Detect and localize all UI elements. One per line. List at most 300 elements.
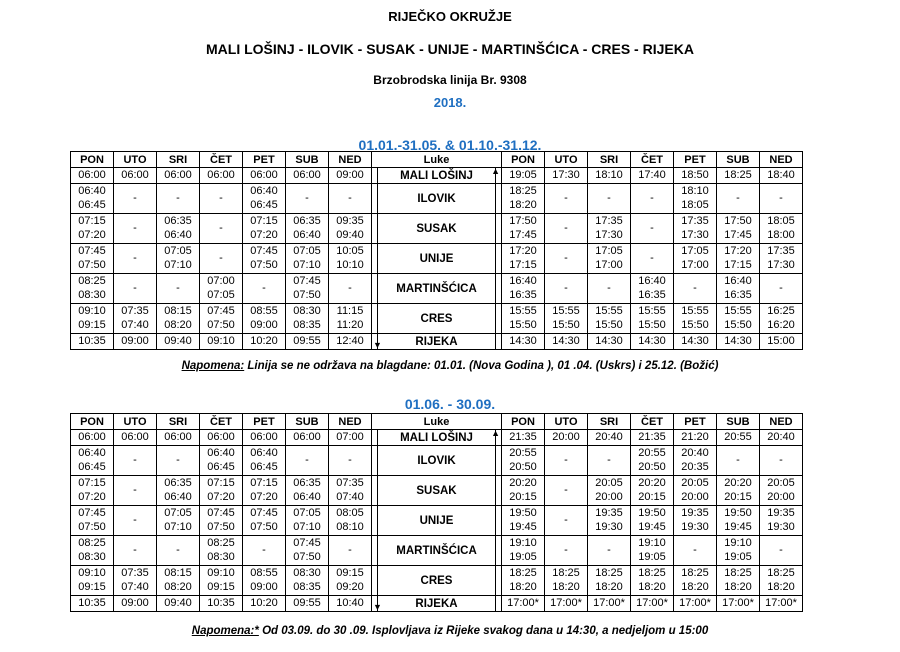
time-value: 17:20 [509, 245, 537, 257]
time-value: 09:55 [293, 597, 321, 609]
time-cell [760, 274, 803, 304]
time-value: 08:35 [293, 319, 321, 331]
time-value: 19:50 [509, 507, 537, 519]
port-name: CRES [420, 574, 453, 587]
time-value: 17:50 [724, 215, 752, 227]
time-value: 07:45 [293, 275, 321, 287]
line-number: Brzobrodska linija Br. 9308 [373, 73, 527, 87]
time-cell [588, 304, 631, 334]
day-header: PET [243, 152, 286, 168]
time-value: 06:00 [121, 431, 149, 443]
time-value: 14:30 [724, 335, 752, 347]
time-cell [329, 506, 372, 536]
time-cell [286, 334, 329, 350]
time-value: 20:55 [724, 431, 752, 443]
time-cell [71, 244, 114, 274]
time-value: 20:00 [552, 431, 580, 443]
time-value: 17:40 [638, 169, 666, 181]
time-cell [243, 596, 286, 612]
time-value: 08:25 [78, 537, 106, 549]
time-cell [502, 334, 545, 350]
time-value: - [779, 282, 783, 294]
time-value: 08:10 [336, 521, 364, 533]
time-value: 21:20 [681, 431, 709, 443]
time-cell [717, 274, 760, 304]
direction-line-right [495, 214, 496, 243]
time-cell [588, 334, 631, 350]
time-value: 06:40 [78, 447, 106, 459]
day-header: SRI [588, 414, 631, 430]
direction-line-left [377, 168, 378, 183]
time-value: 07:20 [78, 229, 106, 241]
time-value: - [736, 454, 740, 466]
time-value: - [305, 454, 309, 466]
time-value: - [779, 544, 783, 556]
time-value: 07:35 [121, 567, 149, 579]
time-cell [502, 476, 545, 506]
time-value: 10:35 [78, 597, 106, 609]
time-value: - [693, 544, 697, 556]
time-value: 06:00 [78, 169, 106, 181]
time-cell [243, 506, 286, 536]
time-value: 07:50 [78, 259, 106, 271]
time-cell [545, 506, 588, 536]
port-cell [372, 304, 502, 334]
time-cell [114, 274, 157, 304]
table-row [71, 430, 803, 446]
time-value: 19:05 [509, 169, 537, 181]
time-cell [545, 244, 588, 274]
port-cell [372, 536, 502, 566]
time-cell [760, 596, 803, 612]
time-cell [545, 184, 588, 214]
direction-line-left [377, 536, 378, 565]
time-cell [114, 536, 157, 566]
time-cell [631, 430, 674, 446]
time-value: - [219, 192, 223, 204]
time-value: 20:15 [509, 491, 537, 503]
time-value: 15:55 [638, 305, 666, 317]
table-header-row [71, 152, 803, 168]
time-value: 08:20 [164, 319, 192, 331]
time-value: 07:40 [121, 581, 149, 593]
time-value: 07:50 [293, 551, 321, 563]
time-cell [674, 168, 717, 184]
direction-line-right [495, 274, 496, 303]
time-value: 09:10 [207, 567, 235, 579]
region-title: RIJEČKO OKRUŽJE [388, 9, 512, 24]
time-cell [545, 446, 588, 476]
time-cell [717, 304, 760, 334]
time-value: 08:30 [78, 289, 106, 301]
time-value: 19:35 [767, 507, 795, 519]
time-value: 18:10 [595, 169, 623, 181]
time-value: 09:15 [207, 581, 235, 593]
time-value: 18:20 [724, 581, 752, 593]
time-value: - [176, 454, 180, 466]
time-value: - [564, 454, 568, 466]
time-cell [674, 430, 717, 446]
time-value: 14:30 [595, 335, 623, 347]
time-value: 09:15 [336, 567, 364, 579]
time-cell [157, 476, 200, 506]
time-cell [200, 506, 243, 536]
time-value: 20:00 [681, 491, 709, 503]
time-cell [674, 596, 717, 612]
direction-line-right [495, 304, 496, 333]
port-name: CRES [420, 312, 453, 325]
time-value: 14:30 [681, 335, 709, 347]
time-value: - [779, 192, 783, 204]
time-cell [114, 214, 157, 244]
time-value: 09:35 [336, 215, 364, 227]
time-cell [157, 304, 200, 334]
time-value: 17:00* [722, 597, 754, 609]
period-1-label: 01.01.-31.05. & 01.10.-31.12. [358, 137, 542, 153]
time-value: - [219, 252, 223, 264]
time-value: 17:00* [550, 597, 582, 609]
time-cell [71, 168, 114, 184]
time-value: 20:40 [681, 447, 709, 459]
time-cell [631, 184, 674, 214]
time-cell [631, 304, 674, 334]
time-cell [71, 476, 114, 506]
time-cell [243, 334, 286, 350]
time-cell [502, 430, 545, 446]
port-name: RIJEKA [415, 597, 458, 610]
time-value: 06:45 [78, 461, 106, 473]
time-value: 20:40 [595, 431, 623, 443]
time-value: 19:05 [509, 551, 537, 563]
time-cell [157, 334, 200, 350]
direction-line-left [377, 274, 378, 303]
time-cell [200, 214, 243, 244]
port-cell [372, 476, 502, 506]
time-value: 17:30 [681, 229, 709, 241]
time-value: - [176, 192, 180, 204]
time-value: 06:40 [78, 185, 106, 197]
time-value: 09:55 [293, 335, 321, 347]
time-value: - [305, 192, 309, 204]
time-value: 20:20 [638, 477, 666, 489]
time-cell [588, 536, 631, 566]
time-value: 06:00 [164, 431, 192, 443]
time-cell [329, 304, 372, 334]
time-value: 06:45 [78, 199, 106, 211]
timetable-period-1 [70, 151, 803, 350]
time-value: 07:20 [250, 491, 278, 503]
port-cell [372, 596, 502, 612]
note-text: Od 03.09. do 30 .09. Isplovljava iz Rijeke svakog dana u 14:30, a nedjeljom u 15:00 [258, 625, 709, 637]
time-cell [588, 566, 631, 596]
time-value: 16:25 [767, 305, 795, 317]
port-name: ILOVIK [417, 454, 456, 467]
time-cell [243, 244, 286, 274]
time-value: 19:50 [724, 507, 752, 519]
day-header: SRI [157, 152, 200, 168]
time-value: 09:00 [250, 319, 278, 331]
time-value: 17:30 [552, 169, 580, 181]
table-row [71, 184, 803, 214]
direction-line-left [377, 446, 378, 475]
time-value: 07:05 [293, 507, 321, 519]
time-value: 17:05 [681, 245, 709, 257]
time-value: - [262, 282, 266, 294]
day-header: NED [329, 152, 372, 168]
time-cell [588, 430, 631, 446]
time-value: 08:30 [207, 551, 235, 563]
time-value: 16:40 [724, 275, 752, 287]
time-cell [71, 430, 114, 446]
port-cell [372, 430, 502, 446]
time-value: 20:55 [638, 447, 666, 459]
time-value: 07:35 [336, 477, 364, 489]
time-cell [71, 304, 114, 334]
time-value: 19:10 [724, 537, 752, 549]
time-value: 18:25 [767, 567, 795, 579]
time-value: 17:00* [593, 597, 625, 609]
time-value: 17:35 [681, 215, 709, 227]
time-value: 15:55 [724, 305, 752, 317]
time-value: - [348, 544, 352, 556]
time-value: 07:05 [164, 507, 192, 519]
time-cell [545, 476, 588, 506]
direction-line-left [377, 214, 378, 243]
time-value: 15:50 [681, 319, 709, 331]
day-header: UTO [114, 414, 157, 430]
time-value: 17:30 [767, 259, 795, 271]
time-value: 17:15 [724, 259, 752, 271]
time-cell [760, 506, 803, 536]
table-row [71, 506, 803, 536]
time-cell [760, 566, 803, 596]
time-value: 15:50 [724, 319, 752, 331]
time-value: 09:10 [78, 305, 106, 317]
time-value: 07:10 [293, 259, 321, 271]
time-value: 18:25 [724, 567, 752, 579]
time-cell [243, 184, 286, 214]
time-value: 06:40 [293, 229, 321, 241]
time-value: 09:15 [78, 581, 106, 593]
time-value: 18:20 [767, 581, 795, 593]
table-row [71, 244, 803, 274]
time-cell [200, 536, 243, 566]
time-value: - [564, 282, 568, 294]
day-header: UTO [545, 152, 588, 168]
time-cell [674, 476, 717, 506]
time-cell [114, 244, 157, 274]
time-cell [502, 168, 545, 184]
time-cell [588, 244, 631, 274]
table-row [71, 596, 803, 612]
time-value: 06:45 [250, 199, 278, 211]
table-header-row [71, 414, 803, 430]
time-cell [329, 214, 372, 244]
time-cell [717, 536, 760, 566]
time-cell [157, 536, 200, 566]
time-cell [588, 596, 631, 612]
time-value: 20:00 [595, 491, 623, 503]
time-cell [717, 446, 760, 476]
time-cell [71, 274, 114, 304]
time-cell [760, 446, 803, 476]
port-header: Luke [372, 152, 502, 168]
time-value: 07:20 [207, 491, 235, 503]
time-value: 18:00 [767, 229, 795, 241]
time-cell [157, 566, 200, 596]
day-header: PET [243, 414, 286, 430]
time-value: 06:00 [250, 431, 278, 443]
time-cell [200, 446, 243, 476]
time-value: 17:50 [509, 215, 537, 227]
time-cell [717, 168, 760, 184]
time-cell [114, 334, 157, 350]
time-value: 06:00 [207, 431, 235, 443]
time-cell [631, 536, 674, 566]
time-cell [545, 536, 588, 566]
time-cell [631, 446, 674, 476]
time-value: 07:50 [250, 259, 278, 271]
time-value: 07:45 [78, 245, 106, 257]
time-value: - [650, 222, 654, 234]
time-cell [717, 430, 760, 446]
time-cell [243, 430, 286, 446]
time-value: 07:15 [78, 215, 106, 227]
time-value: 09:20 [336, 581, 364, 593]
time-cell [717, 476, 760, 506]
time-cell [329, 430, 372, 446]
table-row [71, 304, 803, 334]
time-cell [674, 214, 717, 244]
time-value: 07:50 [207, 521, 235, 533]
time-cell [157, 430, 200, 446]
time-value: 19:35 [595, 507, 623, 519]
time-cell [114, 476, 157, 506]
time-value: 07:50 [250, 521, 278, 533]
time-value: 06:40 [164, 491, 192, 503]
time-value: 06:45 [207, 461, 235, 473]
port-cell [372, 334, 502, 350]
time-cell [200, 476, 243, 506]
time-cell [157, 244, 200, 274]
time-value: 17:35 [767, 245, 795, 257]
time-value: 19:05 [724, 551, 752, 563]
port-cell [372, 274, 502, 304]
time-cell [674, 536, 717, 566]
time-value: 08:55 [250, 305, 278, 317]
table-row [71, 214, 803, 244]
time-cell [502, 566, 545, 596]
day-header: ČET [631, 152, 674, 168]
time-value: - [348, 192, 352, 204]
time-cell [286, 244, 329, 274]
time-cell [71, 596, 114, 612]
time-cell [71, 566, 114, 596]
time-cell [760, 430, 803, 446]
time-value: 12:40 [336, 335, 364, 347]
time-value: 07:40 [336, 491, 364, 503]
time-value: - [133, 282, 137, 294]
time-value: 19:35 [681, 507, 709, 519]
time-cell [545, 214, 588, 244]
time-value: 19:30 [767, 521, 795, 533]
time-cell [200, 274, 243, 304]
time-cell [717, 334, 760, 350]
time-value: 18:25 [552, 567, 580, 579]
time-value: 07:45 [250, 245, 278, 257]
time-value: 06:00 [293, 169, 321, 181]
time-cell [674, 566, 717, 596]
time-cell [114, 184, 157, 214]
time-value: 10:20 [250, 335, 278, 347]
time-value: 08:30 [78, 551, 106, 563]
port-cell [372, 184, 502, 214]
time-cell [286, 506, 329, 536]
time-value: - [607, 192, 611, 204]
time-cell [674, 304, 717, 334]
time-cell [329, 244, 372, 274]
time-value: 07:20 [78, 491, 106, 503]
time-cell [674, 184, 717, 214]
time-cell [631, 214, 674, 244]
note-label: Napomena:* [191, 625, 259, 637]
time-cell [545, 430, 588, 446]
period-2-label: 01.06. - 30.09. [404, 396, 496, 412]
time-value: 06:00 [121, 169, 149, 181]
time-value: 15:00 [767, 335, 795, 347]
time-value: 08:05 [336, 507, 364, 519]
time-cell [588, 184, 631, 214]
time-cell [114, 566, 157, 596]
direction-line-right [495, 244, 496, 273]
time-value: 20:00 [767, 491, 795, 503]
table-row [71, 334, 803, 350]
time-cell [71, 214, 114, 244]
time-value: 07:15 [78, 477, 106, 489]
day-header: SRI [588, 152, 631, 168]
time-cell [71, 334, 114, 350]
time-cell [502, 536, 545, 566]
time-value: 06:35 [293, 477, 321, 489]
direction-line-right [495, 334, 496, 349]
time-cell [588, 506, 631, 536]
time-value: - [607, 282, 611, 294]
time-cell [200, 430, 243, 446]
day-header: PET [674, 152, 717, 168]
time-value: 06:00 [207, 169, 235, 181]
time-value: 07:40 [121, 319, 149, 331]
time-cell [631, 168, 674, 184]
time-value: 17:35 [595, 215, 623, 227]
time-value: 07:15 [207, 477, 235, 489]
time-cell [502, 214, 545, 244]
time-value: 18:20 [595, 581, 623, 593]
time-value: 11:15 [336, 305, 364, 317]
time-value: 07:10 [164, 259, 192, 271]
time-value: 08:35 [293, 581, 321, 593]
time-value: 07:50 [293, 289, 321, 301]
day-header: ČET [200, 152, 243, 168]
day-header: SRI [157, 414, 200, 430]
time-cell [200, 334, 243, 350]
time-cell [71, 536, 114, 566]
timetable-period-2 [70, 413, 803, 612]
time-cell [760, 214, 803, 244]
time-value: 07:50 [207, 319, 235, 331]
day-header: UTO [545, 414, 588, 430]
time-value: - [133, 252, 137, 264]
port-name: UNIJE [419, 514, 454, 527]
